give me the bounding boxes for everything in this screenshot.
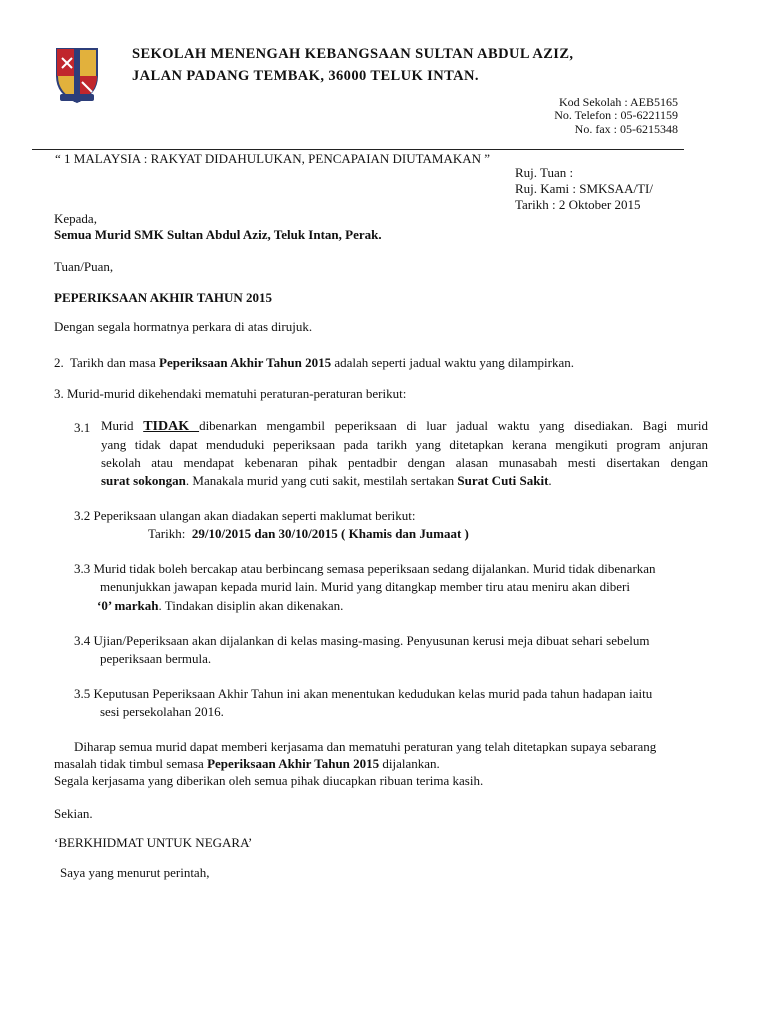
paragraph-2-bold: Peperiksaan Akhir Tahun 2015 xyxy=(159,355,332,370)
school-code: Kod Sekolah : AEB5165 xyxy=(559,95,678,109)
item-3-3-line-2: menunjukkan jawapan kepada murid lain. Murid yang ditangkap member tiru atau meniru akan diberi xyxy=(100,579,630,594)
recipient-name: Semua Murid SMK Sultan Abdul Aziz, Teluk Intan, Perak. xyxy=(54,227,382,242)
motto-line: “ 1 MALAYSIA : RAKYAT DIDAHULUKAN, PENCAPAIAN DIUTAMAKAN ” xyxy=(55,151,491,166)
school-fax: No. fax : 05-6215348 xyxy=(574,122,678,136)
salutation: Tuan/Puan, xyxy=(54,259,114,274)
item-3-1-pre: Murid xyxy=(101,418,144,433)
closing-line-2 xyxy=(54,755,440,772)
item-3-5-line-1: 3.5 Keputusan Peperiksaan Akhir Tahun ini akan menentukan kedudukan kelas murid pada tahun hadapan iaitu xyxy=(74,686,653,701)
item-3-4-line-1: 3.4 Ujian/Peperiksaan akan dijalankan di kelas masing-masing. Penyusunan kerusi meja dibuat sehari sebelum xyxy=(74,633,650,648)
paragraph-2-pre: Tarikh dan masa xyxy=(70,355,159,370)
item-3-2-date-label: Tarikh: xyxy=(148,526,186,541)
closing-line-3: Segala kerjasama yang diberikan oleh semua pihak diucapkan ribuan terima kasih. xyxy=(54,773,484,788)
closing-line-2-pre: masalah tidak timbul semasa xyxy=(54,756,208,771)
item-3-1-post: dibenarkan mengambil peperiksaan di luar jadual waktu yang disediakan. Bagi murid xyxy=(199,418,708,433)
item-3-2-text: 3.2 Peperiksaan ulangan akan diadakan seperti maklumat berikut: xyxy=(74,508,416,523)
paragraph-2 xyxy=(54,354,574,371)
item-3-1-line-4 xyxy=(101,472,708,490)
closing-signature-line: Saya yang menurut perintah, xyxy=(60,865,210,880)
school-phone: No. Telefon : 05-6221159 xyxy=(554,108,678,122)
item-3-1-surat-sokongan: surat sokongan xyxy=(101,473,186,488)
school-address: JALAN PADANG TEMBAK, 36000 TELUK INTAN. xyxy=(132,68,479,84)
school-crest-logo xyxy=(54,46,100,104)
closing-line-2-bold: Peperiksaan Akhir Tahun 2015 xyxy=(207,756,380,771)
sekian: Sekian. xyxy=(54,806,93,821)
ruj-tuan: Ruj. Tuan : xyxy=(515,165,574,180)
item-3-1-end: . xyxy=(548,473,552,488)
paragraph-2-number: 2. xyxy=(54,355,64,370)
item-3-5-line-2: sesi persekolahan 2016. xyxy=(100,704,224,719)
item-3-1-line-3: sekolah atau mendapat kebenaran pihak pentadbir dengan alasan munasabah mesti disertakan dengan xyxy=(101,455,708,470)
letter-date: Tarikh : 2 Oktober 2015 xyxy=(515,197,641,212)
item-3-1-text xyxy=(101,417,708,490)
item-3-2-date xyxy=(148,525,469,542)
item-3-1-line-2: yang tidak dapat menduduki peperiksaan pada tarikh yang ditetapkan kerana mengikuti program anjuran xyxy=(101,437,708,452)
closing-line-1: Diharap semua murid dapat memberi kerjasama dan mematuhi peraturan yang telah ditetapkan supaya sebarang xyxy=(74,739,657,754)
item-3-4-line-2: peperiksaan bermula. xyxy=(100,651,212,666)
item-3-3-line-1: 3.3 Murid tidak boleh bercakap atau berbincang semasa peperiksaan sedang dijalankan. Murid tidak dibenarkan xyxy=(74,561,656,576)
item-3-3-post: . Tindakan disiplin akan dikenakan. xyxy=(158,598,344,613)
item-3-1-mid: . Manakala murid yang cuti sakit, mestilah sertakan xyxy=(185,473,458,488)
school-name: SEKOLAH MENENGAH KEBANGSAAN SULTAN ABDUL AZIZ, xyxy=(132,46,574,62)
ruj-kami: Ruj. Kami : SMKSAA/TI/ xyxy=(515,181,653,196)
intro-paragraph: Dengan segala hormatnya perkara di atas dirujuk. xyxy=(54,319,313,334)
item-3-1-number: 3.1 xyxy=(74,420,91,435)
paragraph-2-post: adalah seperti jadual waktu yang dilampirkan. xyxy=(331,355,575,370)
item-3-3-zero-mark: ‘0’ markah xyxy=(97,598,159,613)
item-3-1-surat-cuti-sakit: Surat Cuti Sakit xyxy=(457,473,549,488)
closing-line-2-post: dijalankan. xyxy=(379,756,440,771)
item-3-1-tidak: TIDAK xyxy=(143,419,200,434)
item-3-3-line-3 xyxy=(97,597,343,614)
recipient-to: Kepada, xyxy=(54,211,97,226)
item-3-2-date-value: 29/10/2015 dan 30/10/2015 ( Khamis dan Jumaat ) xyxy=(191,526,469,541)
berkhidmat-motto: ‘BERKHIDMAT UNTUK NEGARA’ xyxy=(54,835,253,850)
paragraph-3: 3. Murid-murid dikehendaki mematuhi peraturan-peraturan berikut: xyxy=(54,386,407,401)
letter-subject: PEPERIKSAAN AKHIR TAHUN 2015 xyxy=(54,290,273,305)
item-3-1-line-1 xyxy=(101,417,708,436)
